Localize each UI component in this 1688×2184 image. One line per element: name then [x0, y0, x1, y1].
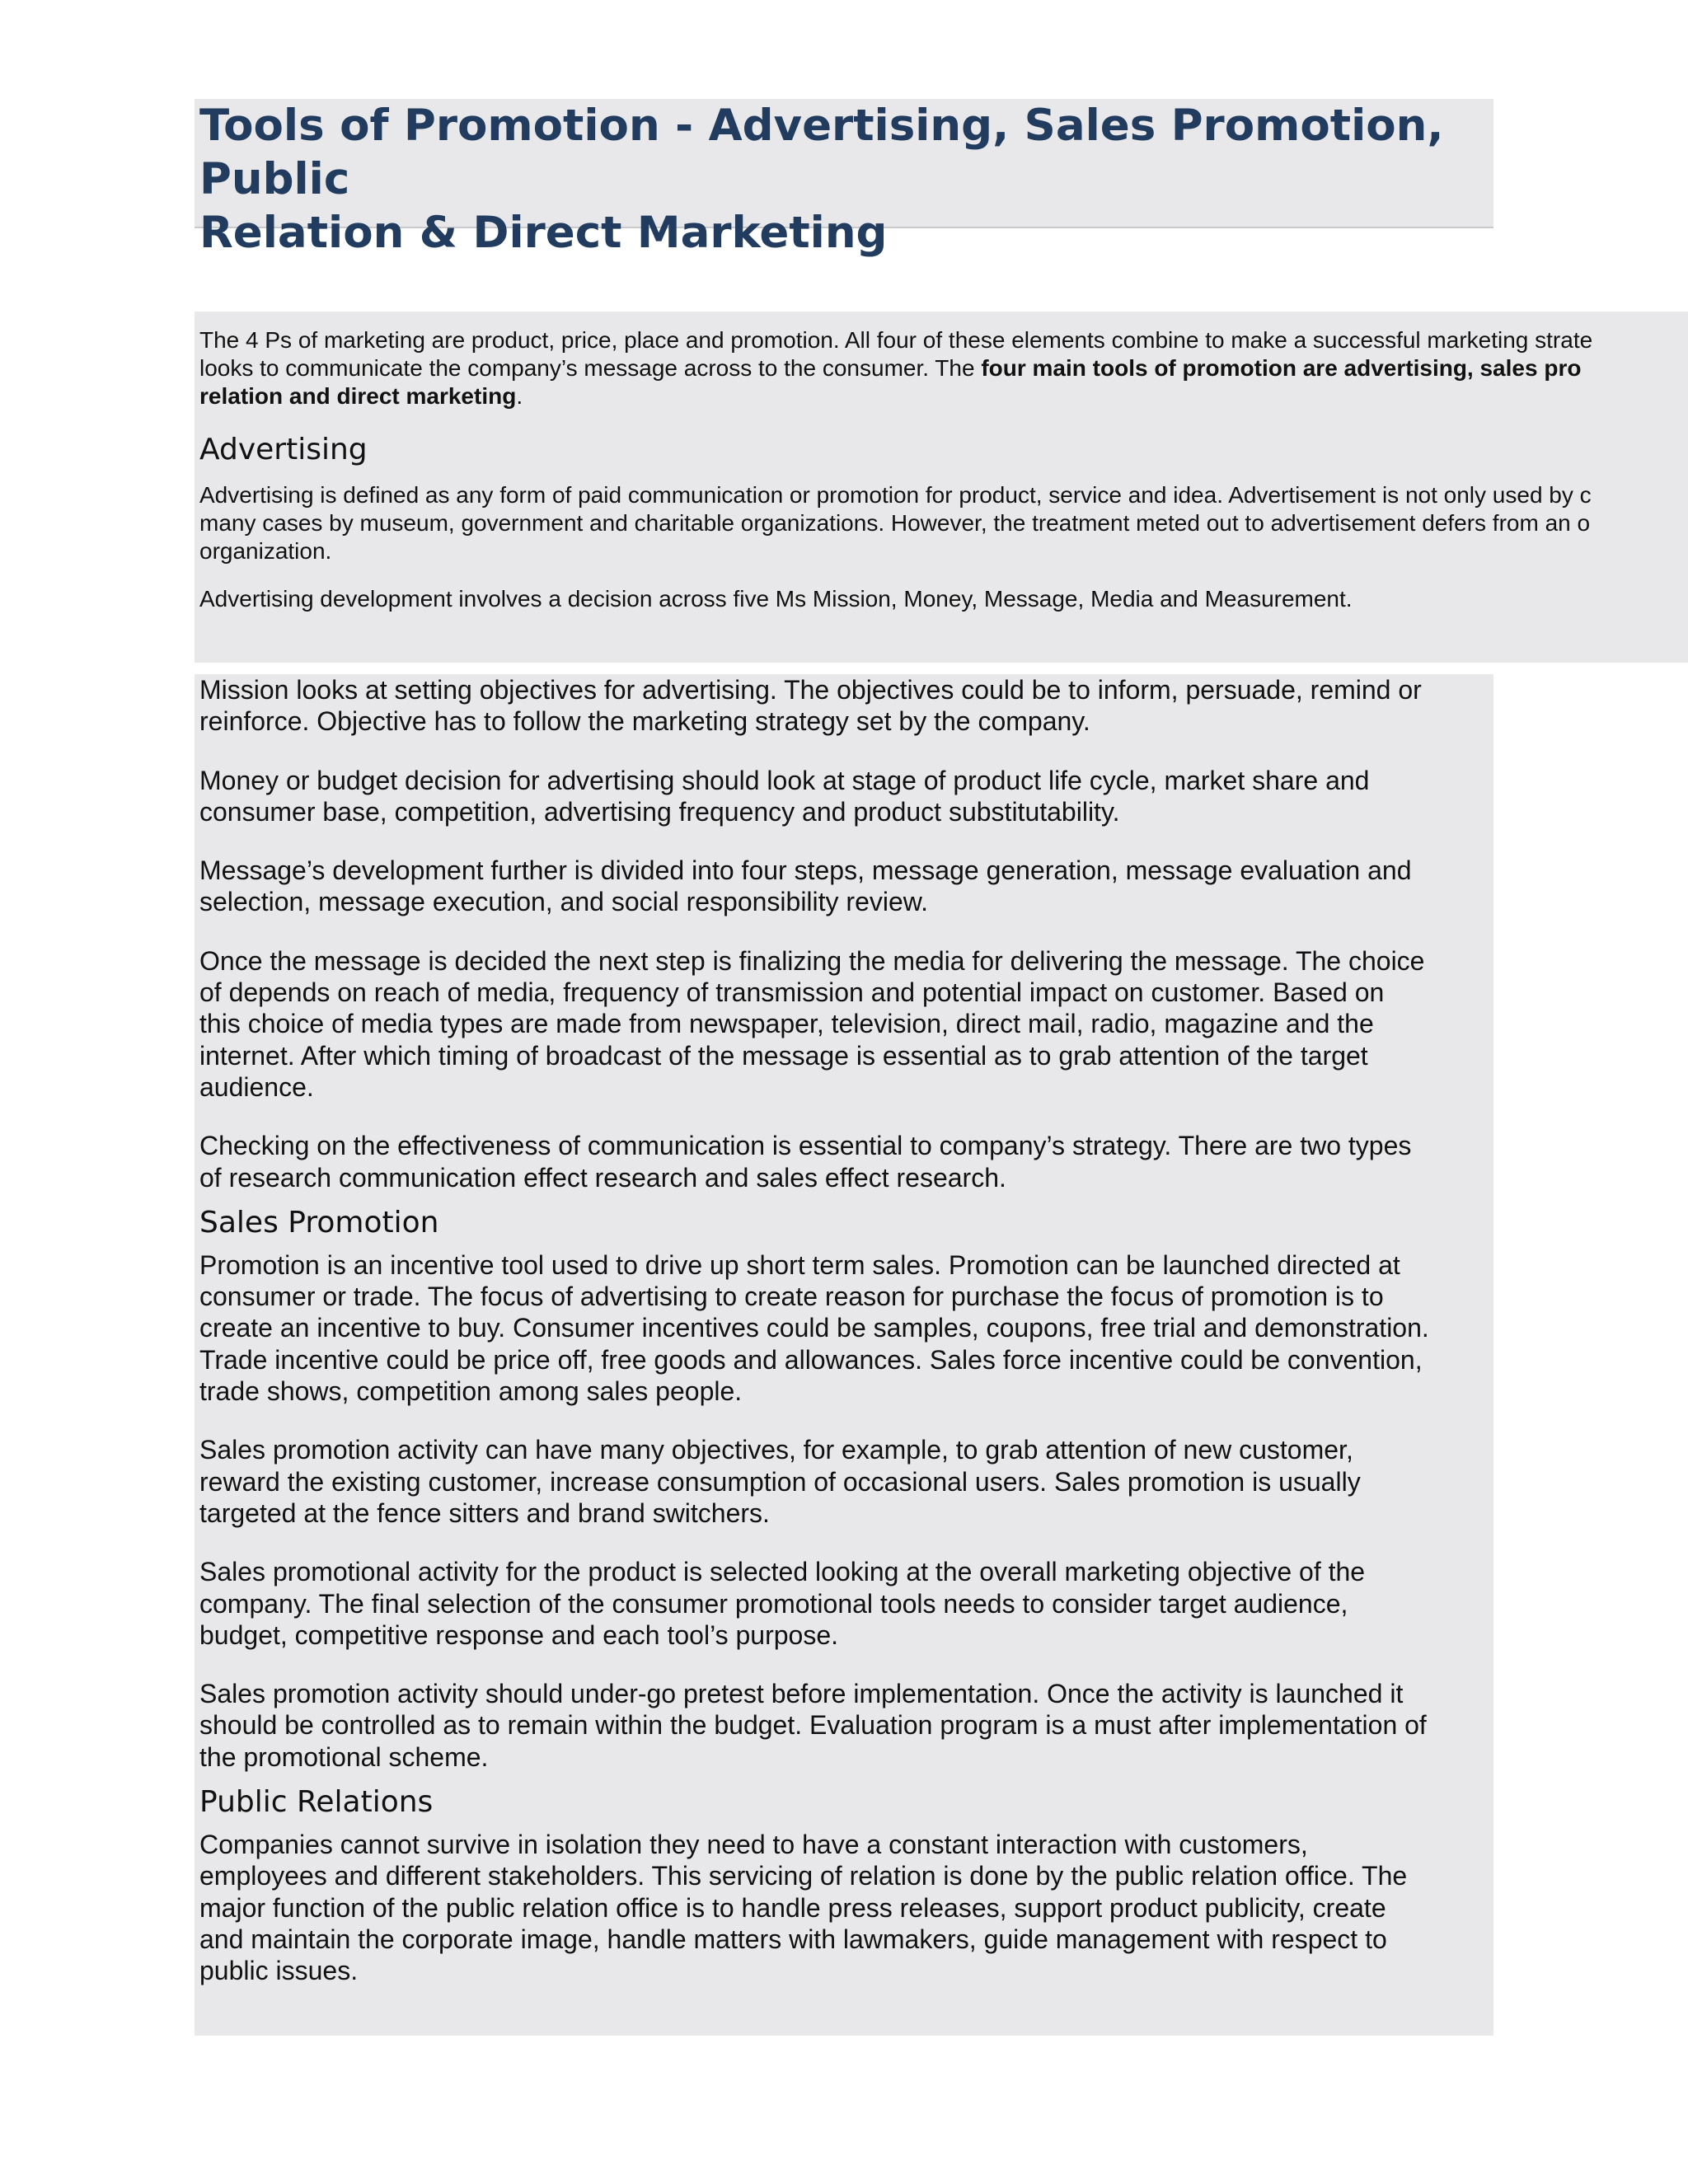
message-line: selection, message execution, and social responsibility review. — [199, 887, 929, 917]
mission-line: Mission looks at setting objectives for advertising. The objectives could be to inform, persuade, remind or — [199, 675, 1422, 705]
message-line: Message’s development further is divided into four steps, message generation, message evaluation and — [199, 855, 1412, 886]
sales-line: targeted at the fence sitters and brand switchers. — [199, 1497, 770, 1528]
pr-line: Companies cannot survive in isolation they need to have a constant interaction with customers, — [199, 1830, 1308, 1860]
sales-line: should be controlled as to remain within the budget. Evaluation program is a must after implementation of — [199, 1710, 1427, 1741]
sales-line: Sales promotion activity can have many objectives, for example, to grab attention of new customer, — [199, 1435, 1353, 1465]
sales-line: trade shows, competition among sales people. — [199, 1376, 743, 1407]
sales-promotion-heading: Sales Promotion — [199, 1205, 439, 1240]
sales-line: consumer or trade. The focus of advertising to create reason for purchase the focus of promotion is to — [199, 1282, 1384, 1312]
sales-line: Promotion is an incentive tool used to drive up short term sales. Promotion can be launched directed at — [199, 1249, 1400, 1280]
media-line: this choice of media types are made from newspaper, television, direct mail, radio, magazine and the — [199, 1009, 1374, 1039]
pr-line: major function of the public relation office is to handle press releases, support product publicity, create — [199, 1892, 1386, 1923]
mission-line: reinforce. Objective has to follow the marketing strategy set by the company. — [199, 706, 1090, 737]
media-line: Once the message is decided the next step is finalizing the media for delivering the message. The choice — [199, 945, 1425, 976]
sales-line: Sales promotional activity for the product is selected looking at the overall marketing objective of the — [199, 1557, 1366, 1587]
intro-emphasis: four main tools of promotion are advertising, sales pro — [981, 355, 1582, 381]
media-line: of depends on reach of media, frequency of transmission and potential impact on customer. Based on — [199, 977, 1385, 1008]
intro-line — [199, 382, 1688, 410]
advertising-line: Advertising is defined as any form of paid communication or promotion for product, service and idea. Advertisement is not only used by c — [199, 482, 1592, 508]
sales-line: reward the existing customer, increase consumption of occasional users. Sales promotion is usually — [199, 1466, 1361, 1497]
title-banner — [195, 99, 1493, 258]
intro-emphasis: relation and direct marketing — [199, 383, 517, 409]
sales-line: company. The final selection of the consumer promotional tools needs to consider target audience, — [199, 1588, 1348, 1619]
money-line: Money or budget decision for advertising should look at stage of product life cycle, market share and — [199, 765, 1370, 795]
sales-line: the promotional scheme. — [199, 1741, 489, 1772]
advertising-line: many cases by museum, government and charitable organizations. However, the treatment meted out to advertisement defers from an o — [199, 510, 1591, 536]
intro-line: The 4 Ps of marketing are product, price, place and promotion. All four of these elements combine to make a successful marketing strate — [199, 327, 1593, 353]
advertising-line: Advertising development involves a decision across five Ms Mission, Money, Message, Media and Measurement. — [199, 586, 1353, 612]
sales-line: Trade incentive could be price off, free goods and allowances. Sales force incentive could be convention, — [199, 1344, 1423, 1375]
measurement-line: of research communication effect research and sales effect research. — [199, 1162, 1006, 1193]
measurement-line: Checking on the effectiveness of communication is essential to company’s strategy. There are two types — [199, 1131, 1412, 1161]
intro-text: . — [516, 383, 523, 409]
page-title-line-1: Tools of Promotion - Advertising, Sales Promotion, Public — [199, 101, 1444, 204]
advertising-heading: Advertising — [199, 433, 368, 466]
page-title — [195, 99, 1493, 260]
pr-line: public issues. — [199, 1956, 359, 1986]
sales-line: create an incentive to buy. Consumer incentives could be samples, coupons, free trial and demonstration. — [199, 1313, 1429, 1343]
intro-text: looks to communicate the company’s message across to the consumer. The — [199, 355, 982, 381]
intro-section — [195, 312, 1688, 663]
pr-line: employees and different stakeholders. This servicing of relation is done by the public relation office. The — [199, 1861, 1408, 1891]
body-section — [195, 674, 1493, 2036]
page-title-line-2: Relation & Direct Marketing — [199, 208, 888, 258]
sales-line: Sales promotion activity should under-go pretest before implementation. Once the activity is launched it — [199, 1679, 1404, 1709]
advertising-line: organization. — [199, 538, 332, 564]
media-line: internet. After which timing of broadcast of the message is essential as to grab attention of the target — [199, 1040, 1368, 1071]
pr-line: and maintain the corporate image, handle matters with lawmakers, guide management with respect to — [199, 1924, 1387, 1954]
intro-line — [199, 354, 1688, 382]
public-relations-heading: Public Relations — [199, 1785, 434, 1820]
sales-line: budget, competitive response and each tool’s purpose. — [199, 1619, 839, 1650]
media-line: audience. — [199, 1071, 314, 1102]
money-line: consumer base, competition, advertising frequency and product substitutability. — [199, 796, 1120, 827]
